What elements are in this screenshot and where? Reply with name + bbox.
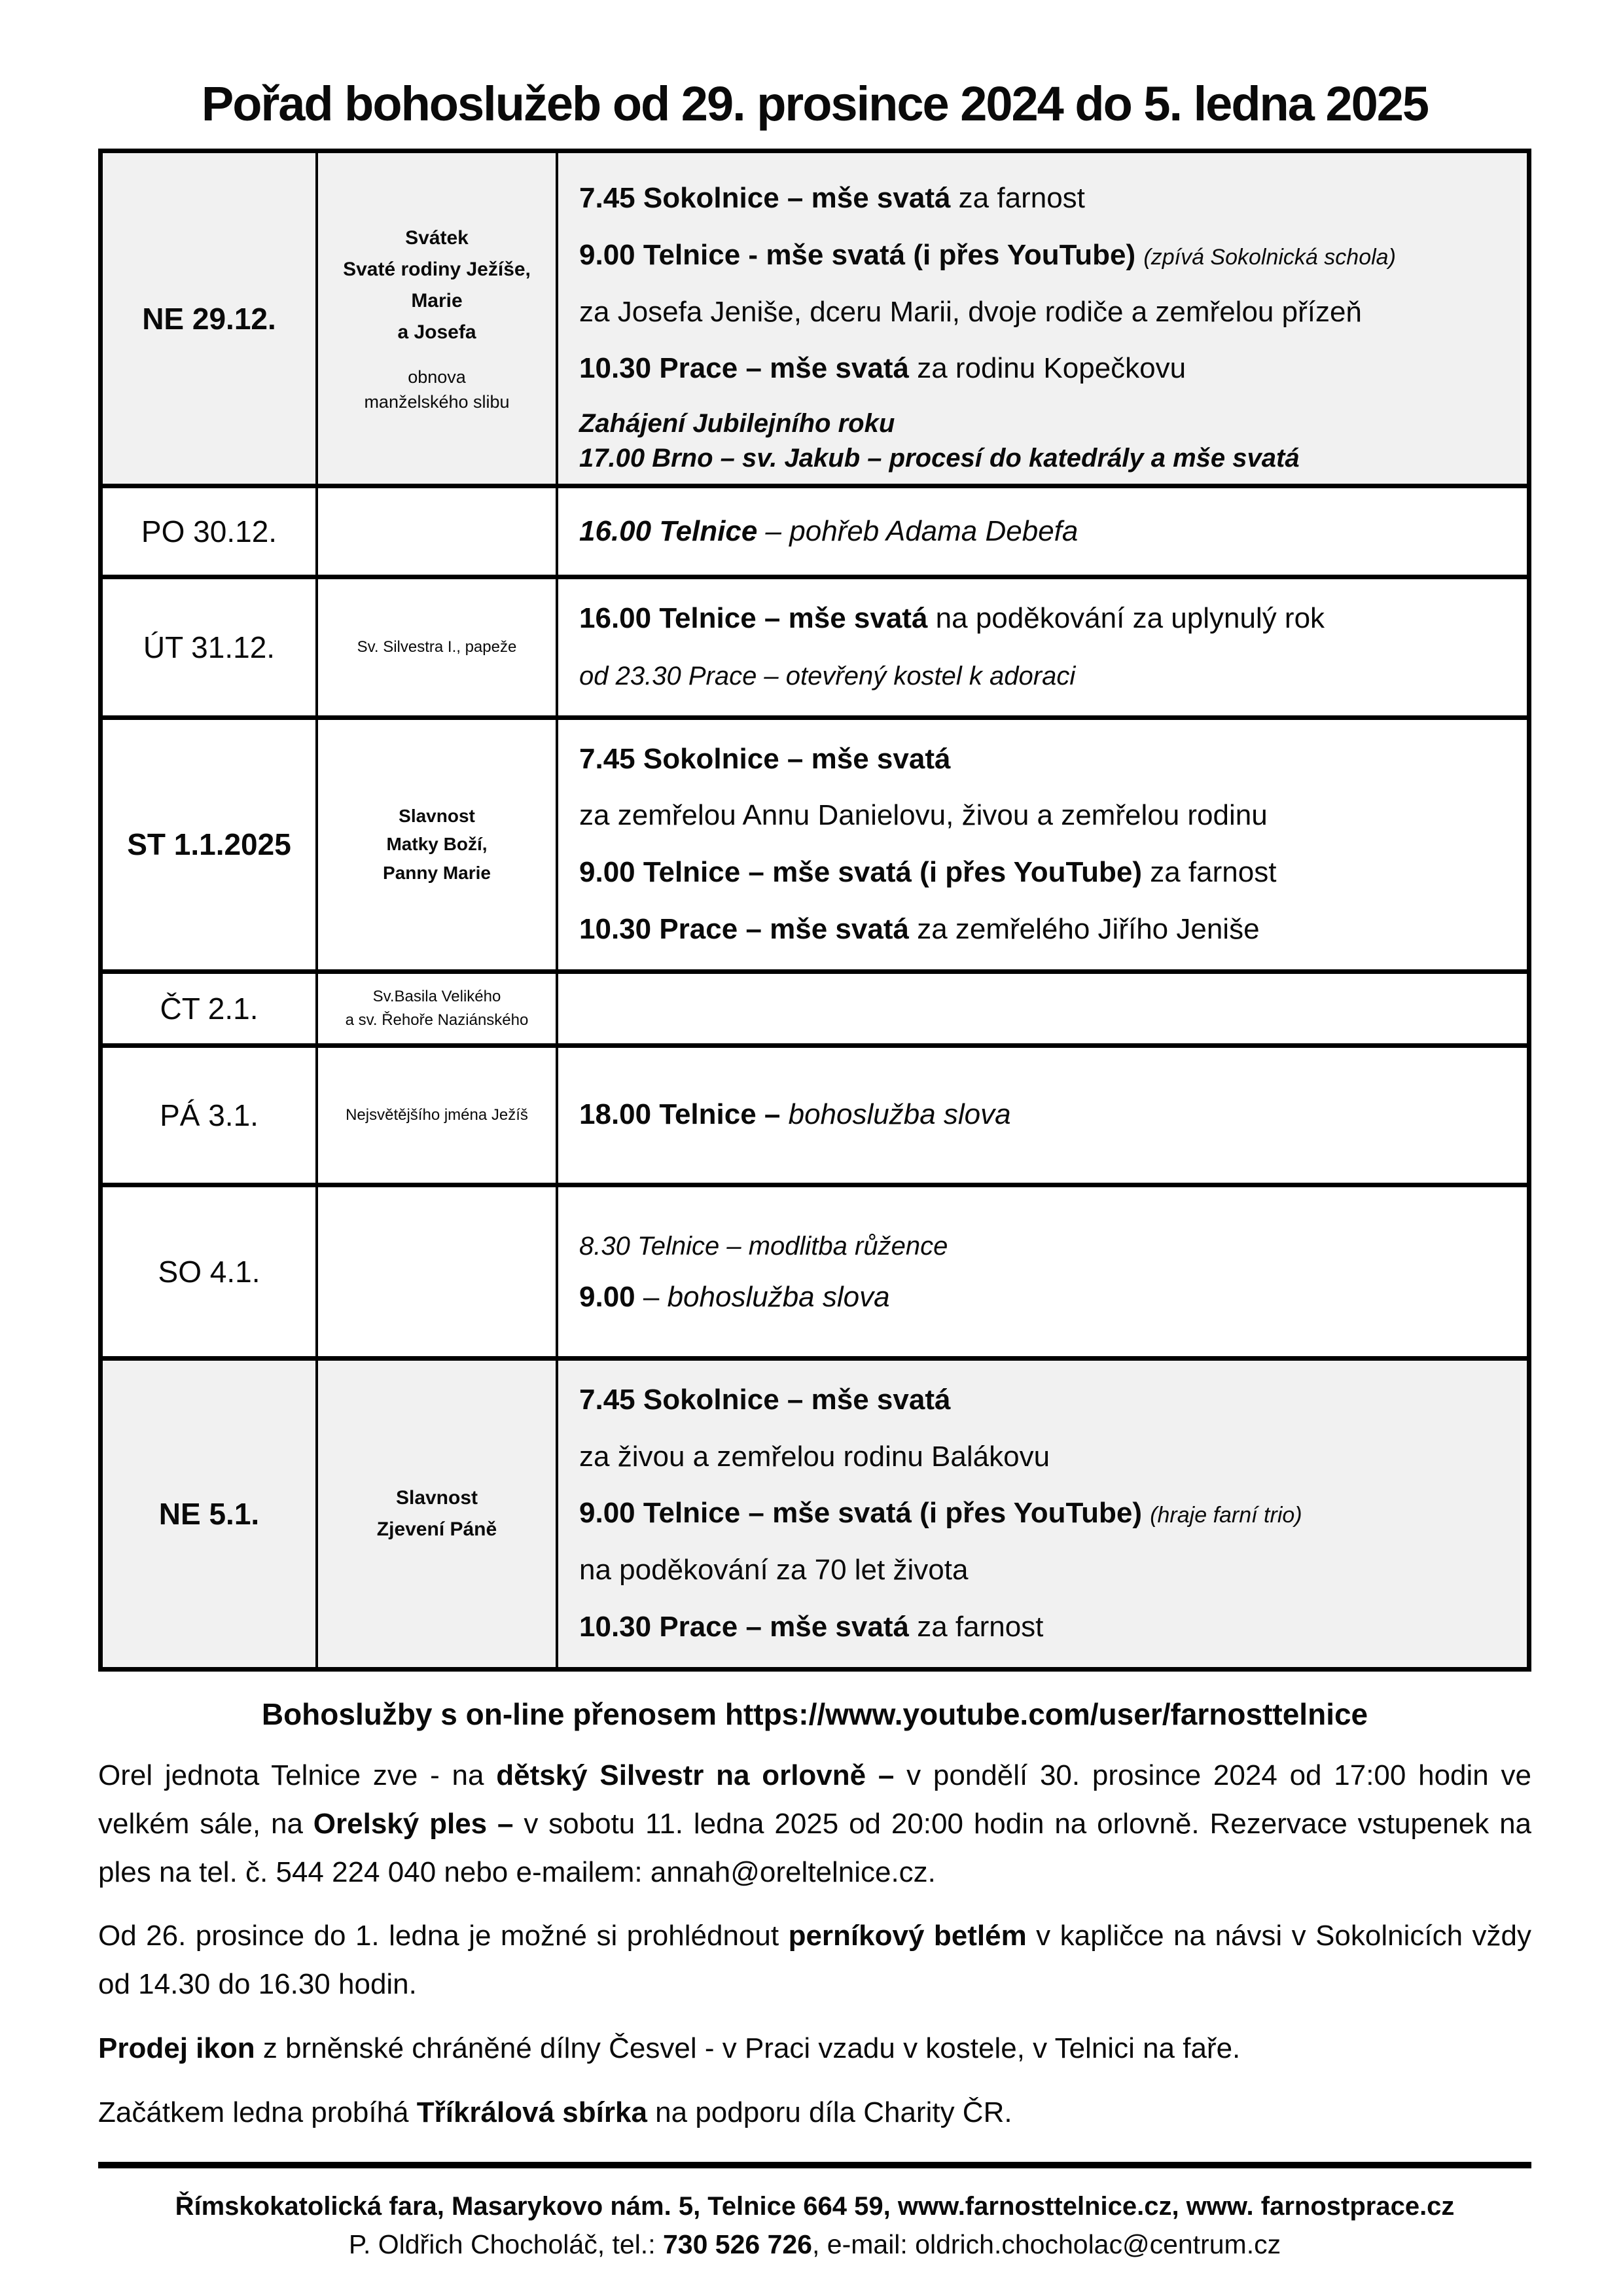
feast-line: a sv. Řehoře Naziánského: [345, 1011, 529, 1029]
text-segment: od 23.30 Prace – otevřený kostel k adoraci: [579, 661, 1076, 691]
text-segment: v sobotu 11. ledna 2025 od 20:00 hodin na orlovně. Rezervace vstupenek na ples na tel. č. 544 224 040 nebo e-mailem: annah@oreltelnice.cz.: [98, 1807, 1532, 1888]
schedule-line: [579, 1280, 1516, 1315]
feast-line: Zjevení Páně: [376, 1518, 497, 1540]
text-segment: za farnost: [1141, 856, 1277, 889]
feast-line: a Josefa: [397, 321, 476, 343]
schedule-cell: [557, 1185, 1529, 1358]
schedule-line: [579, 1440, 1516, 1475]
text-segment: 10.30 Prace – mše svatá: [579, 1610, 909, 1643]
day-cell: PO 30.12.: [101, 486, 317, 577]
text-segment: na poděkování za uplynulý rok: [927, 602, 1325, 634]
feast-line: Panny Marie: [383, 862, 491, 883]
feast-cell: [317, 971, 557, 1045]
day-cell: PÁ 3.1.: [101, 1045, 317, 1185]
schedule-line: [579, 1383, 1516, 1418]
text-segment: 7.45 Sokolnice – mše svatá: [579, 742, 951, 775]
schedule-cell: [557, 151, 1529, 486]
feast-line: Sv. Silvestra I., papeže: [357, 637, 517, 656]
feast-cell: [317, 1185, 557, 1358]
schedule-line: [579, 742, 1516, 777]
schedule-line: [579, 855, 1516, 890]
feast-line: obnova: [408, 367, 466, 387]
text-segment: Začátkem ledna probíhá: [98, 2096, 417, 2129]
feast-cell: [317, 577, 557, 718]
text-segment: Od 26. prosince do 1. ledna je možné si prohlédnout: [98, 1920, 789, 1952]
schedule-line: [579, 514, 1516, 549]
schedule-line: [579, 443, 1516, 473]
text-segment: 10.30 Prace – mše svatá: [579, 352, 909, 385]
announcement-paragraph: [98, 2024, 1531, 2073]
text-segment: –: [635, 1280, 668, 1313]
page-title: Pořad bohoslužeb od 29. prosince 2024 do 5. ledna 2025: [201, 77, 1429, 131]
table-row: [101, 151, 1529, 486]
text-segment: 18.00 Telnice –: [579, 1098, 781, 1131]
feast-line: Slavnost: [395, 1486, 478, 1509]
table-row: [101, 971, 1529, 1045]
feast-line: Svaté rodiny Ježíše,: [343, 258, 531, 280]
announcement-paragraph: [98, 1912, 1531, 2009]
schedule-line: [579, 181, 1516, 216]
text-segment: P. Oldřich Chocholáč, tel.:: [348, 2229, 663, 2260]
schedule-line: [579, 295, 1516, 330]
feast-cell: [317, 1358, 557, 1669]
schedule-line: [579, 408, 1516, 439]
footer-divider: [98, 2162, 1531, 2168]
text-segment: 8.30 Telnice – modlitba růžence: [579, 1231, 948, 1261]
text-segment: Tříkrálová sbírka: [416, 2096, 647, 2129]
text-segment: v pondělí 30. prosince 2024 od 17:00 hodin ve velkém sále, na: [98, 1759, 1531, 1840]
text-segment: 730 526 726: [662, 2229, 812, 2260]
text-segment: za zemřelou Annu Danielovu, živou a zemřelou rodinu: [579, 799, 1268, 832]
text-segment: (hraje farní trio): [1150, 1503, 1302, 1528]
feast-line: Sv.Basila Velikého: [372, 987, 501, 1005]
schedule-cell: [557, 717, 1529, 971]
schedule-cell: [557, 486, 1529, 577]
text-segment: (zpívá Sokolnická schola): [1143, 244, 1396, 270]
text-segment: z brněnské chráněné dílny Česvel - v Praci vzadu v kostele, v Telnici na faře.: [255, 2032, 1241, 2065]
feast-cell: [317, 151, 557, 486]
footer-address-line: Římskokatolická fara, Masarykovo nám. 5, Telnice 664 59, www.farnosttelnice.cz, www. farnostprace.cz: [175, 2192, 1455, 2221]
feast-line: manželského slibu: [364, 391, 510, 412]
schedule-line: [579, 1610, 1516, 1645]
feast-cell: [317, 486, 557, 577]
text-segment: Zahájení Jubilejního roku: [579, 409, 895, 439]
text-segment: na podporu díla Charity ČR.: [647, 2096, 1012, 2129]
text-segment: perníkový betlém: [788, 1920, 1027, 1952]
text-segment: 7.45 Sokolnice – mše svatá: [579, 181, 951, 214]
schedule-line: [579, 658, 1516, 693]
day-cell: NE 29.12.: [101, 151, 317, 486]
table-row: [101, 1358, 1529, 1669]
feast-line: Marie: [411, 289, 463, 312]
day-cell: SO 4.1.: [101, 1185, 317, 1358]
feast-cell: [317, 717, 557, 971]
schedule-table: [98, 149, 1531, 1672]
schedule-cell: [557, 1045, 1529, 1185]
table-row: [101, 717, 1529, 971]
text-segment: za živou a zemřelou rodinu Balákovu: [579, 1440, 1050, 1473]
text-segment: za Josefa Jeniše, dceru Marii, dvoje rodiče a zemřelou přízeň: [579, 295, 1362, 328]
schedule-line: [579, 1496, 1516, 1531]
day-cell: ČT 2.1.: [101, 971, 317, 1045]
table-row: [101, 1185, 1529, 1358]
text-segment: bohoslužba slova: [780, 1098, 1011, 1131]
announcement-paragraph: [98, 2089, 1531, 2137]
table-row: [101, 486, 1529, 577]
day-cell: ST 1.1.2025: [101, 717, 317, 971]
footer-contact-line: [98, 2229, 1531, 2260]
schedule-line: [579, 601, 1516, 636]
text-segment: – pohřeb Adama Debefa: [757, 514, 1079, 547]
text-segment: 9.00 Telnice – mše svatá (i přes YouTube): [579, 1497, 1150, 1530]
schedule-line: [579, 798, 1516, 833]
text-segment: 9.00: [579, 1280, 635, 1313]
text-segment: za farnost: [950, 181, 1085, 214]
text-segment: 16.00 Telnice: [579, 514, 758, 547]
text-segment: 9.00 Telnice – mše svatá (i přes YouTube): [579, 856, 1142, 889]
text-segment: na poděkování za 70 let života: [579, 1554, 969, 1587]
schedule-cell: [557, 1358, 1529, 1669]
schedule-line: [579, 238, 1516, 273]
feast-line: Slavnost: [399, 806, 475, 827]
announcement-paragraph: [98, 1751, 1531, 1897]
day-cell: NE 5.1.: [101, 1358, 317, 1669]
table-row: [101, 1045, 1529, 1185]
youtube-link-line: Bohoslužby s on-line přenosem https://www.youtube.com/user/farnosttelnice: [261, 1696, 1368, 1731]
feast-cell: [317, 1045, 557, 1185]
feast-line: Nejsvětějšího jména Ježíš: [346, 1105, 528, 1124]
feast-line: Svátek: [405, 226, 469, 249]
text-segment: Prodej ikon: [98, 2032, 255, 2065]
text-segment: Orel jednota Telnice zve - na: [98, 1759, 497, 1791]
text-segment: za rodinu Kopečkovu: [908, 352, 1186, 385]
schedule-line: [579, 1098, 1516, 1132]
text-segment: 7.45 Sokolnice – mše svatá: [579, 1383, 951, 1416]
text-segment: za farnost: [908, 1610, 1044, 1643]
text-segment: 9.00 Telnice - mše svatá (i přes YouTube): [579, 238, 1144, 271]
schedule-table-body: [101, 151, 1529, 1670]
table-row: [101, 577, 1529, 718]
text-segment: v kapličce na návsi v Sokolnicích vždy od 14.30 do 16.30 hodin.: [98, 1920, 1532, 2001]
text-segment: dětský Silvestr na orlovně –: [496, 1759, 895, 1791]
schedule-line: [579, 1553, 1516, 1588]
schedule-cell: [557, 577, 1529, 718]
text-segment: , e-mail: oldrich.chocholac@centrum.cz: [812, 2229, 1281, 2260]
schedule-line: [579, 351, 1516, 386]
schedule-line: [579, 912, 1516, 947]
schedule-line: [579, 1229, 1516, 1263]
text-segment: za zemřelého Jiřího Jeniše: [908, 912, 1260, 945]
text-segment: 17.00 Brno – sv. Jakub – procesí do katedrály a mše svatá: [579, 444, 1300, 473]
announcements: [98, 1751, 1531, 2137]
text-segment: 16.00 Telnice – mše svatá: [579, 602, 928, 634]
text-segment: 10.30 Prace – mše svatá: [579, 912, 909, 945]
text-segment: Orelský ples –: [313, 1807, 514, 1840]
schedule-cell: [557, 971, 1529, 1045]
feast-line: Matky Boží,: [386, 834, 488, 855]
text-segment: bohoslužba slova: [667, 1280, 890, 1313]
day-cell: ÚT 31.12.: [101, 577, 317, 718]
